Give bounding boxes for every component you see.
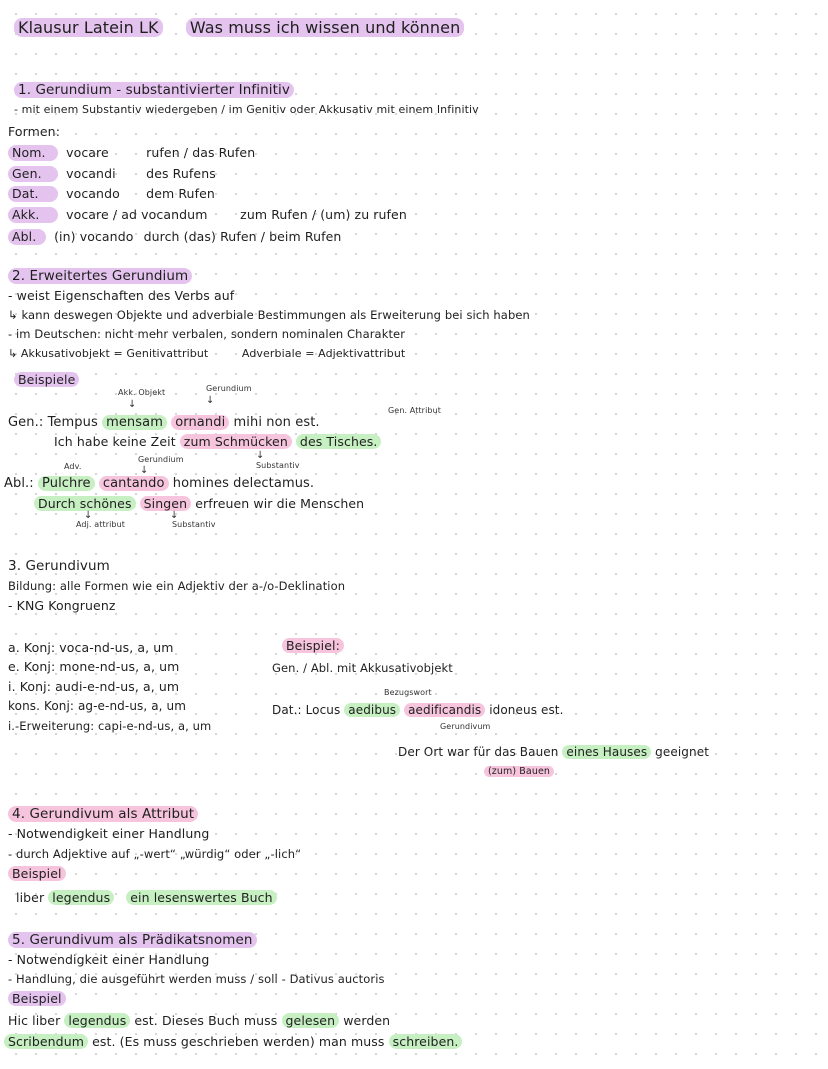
s3-translation-note: (zum) Bauen [484, 766, 554, 778]
arrow-down-icon: ↓ [140, 465, 149, 476]
s3-form: i. Konj: audi-e-nd-us, a, um [8, 679, 180, 694]
ann-gerundium: Gerundium [138, 455, 184, 464]
title-row [14, 18, 464, 38]
ann-bezugswort: Bezugswort [384, 688, 432, 697]
s2-line4: ↳ Akkusativobjekt = Genitivattribut Adverbiale = Adjektivattribut [8, 347, 406, 360]
ann-substantiv: Substantiv [256, 461, 300, 470]
s2-line1: - weist Eigenschaften des Verbs auf [8, 288, 235, 303]
s2-example1-latin: Gen.: Tempus mensam ornandi mihi non est. [8, 415, 320, 430]
s2-line2: ↳ kann deswegen Objekte und adverbiale Bestimmungen als Erweiterung bei sich haben [8, 308, 530, 322]
s3-gen-abl: Gen. / Abl. mit Akkusativobjekt [272, 661, 453, 675]
ann-gerundivum: Gerundivum [440, 722, 491, 731]
ann-adj-attribut: Adj. attribut [76, 520, 125, 529]
s1-row: Nom. vocare rufen / das Rufen [8, 145, 255, 161]
s1-formen: Formen: [8, 124, 61, 139]
s1-row: Gen. vocandi des Rufens [8, 166, 216, 182]
s3-form: a. Konj: voca-nd-us, a, um [8, 640, 174, 655]
ann-substantiv: Substantiv [172, 520, 216, 529]
s5-line1: - Notwendigkeit einer Handlung [8, 952, 210, 967]
ann-gerundium: Gerundium [206, 384, 252, 393]
s3-bildung: Bildung: alle Formen wie ein Adjektiv der a-/o-Deklination [8, 579, 346, 593]
arrow-down-icon: ↓ [128, 399, 137, 410]
s2-example1-german: Ich habe keine Zeit zum Schmücken des Tisches. [54, 434, 381, 450]
s3-kng: - KNG Kongruenz [8, 598, 116, 613]
s4-heading: 4. Gerundivum als Attribut [8, 806, 198, 822]
arrow-down-icon: ↓ [206, 395, 215, 406]
s3-dat-example: Dat.: Locus aedibus aedificandis idoneus est. [272, 703, 564, 717]
s2-beispiele: Beispiele [14, 372, 79, 388]
s1-row: Dat. vocando dem Rufen [8, 186, 215, 202]
s5-example2: Scribendum est. (Es muss geschrieben werden) man muss schreiben. [4, 1034, 462, 1050]
arrow-down-icon: ↓ [256, 450, 265, 461]
s3-form: i.-Erweiterung: capi-e-nd-us, a, um [8, 719, 212, 733]
s2-example2-latin: Abl.: Pulchre cantando homines delectamus. [4, 476, 315, 491]
s5-example1: Hic liber legendus est. Dieses Buch muss gelesen werden [8, 1013, 391, 1028]
s2-heading: 2. Erweitertes Gerundium [8, 268, 192, 284]
s4-beispiel: Beispiel [8, 866, 66, 882]
title-right: Was muss ich wissen und können [186, 18, 465, 37]
s4-example: liber legendus ein lesenswertes Buch [16, 890, 277, 906]
s1-row: Abl. (in) vocando durch (das) Rufen / beim Rufen [8, 229, 341, 245]
s3-form: e. Konj: mone-nd-us, a, um [8, 659, 180, 674]
s5-heading: 5. Gerundivum als Prädikatsnomen [8, 932, 257, 948]
title-left: Klausur Latein LK [14, 18, 163, 37]
s1-row: Akk. vocare / ad vocandum zum Rufen / (um) zu rufen [8, 207, 407, 223]
s3-heading: 3. Gerundivum [8, 558, 110, 574]
ann-akk-objekt: Akk. Objekt [118, 388, 166, 397]
s3-translation: Der Ort war für das Bauen eines Hauses geeignet [398, 745, 709, 759]
s1-heading: 1. Gerundium - substantivierter Infinitiv [14, 82, 294, 98]
s5-beispiel: Beispiel [8, 991, 66, 1007]
s5-line2: - Handlung, die ausgeführt werden muss / soll - Dativus auctoris [8, 972, 385, 986]
s4-line1: - Notwendigkeit einer Handlung [8, 826, 210, 841]
s4-line2: - durch Adjektive auf „-wert“ „würdig“ oder „-lich“ [8, 847, 302, 861]
ann-gen-attribut: Gen. Attribut [388, 406, 441, 415]
s3-beispiel: Beispiel: [282, 638, 344, 654]
arrow-down-icon: ↓ [170, 510, 179, 521]
s2-example2-german: Durch schönes Singen erfreuen wir die Menschen [34, 496, 364, 512]
arrow-down-icon: ↓ [84, 510, 93, 521]
s2-line3: - im Deutschen: nicht mehr verbalen, sondern nominalen Charakter [8, 327, 406, 341]
s1-desc: - mit einem Substantiv wiedergeben / im Genitiv oder Akkusativ mit einem Infinitiv [14, 103, 479, 116]
s3-form: kons. Konj: ag-e-nd-us, a, um [8, 699, 186, 713]
ann-adv: Adv. [64, 462, 82, 471]
